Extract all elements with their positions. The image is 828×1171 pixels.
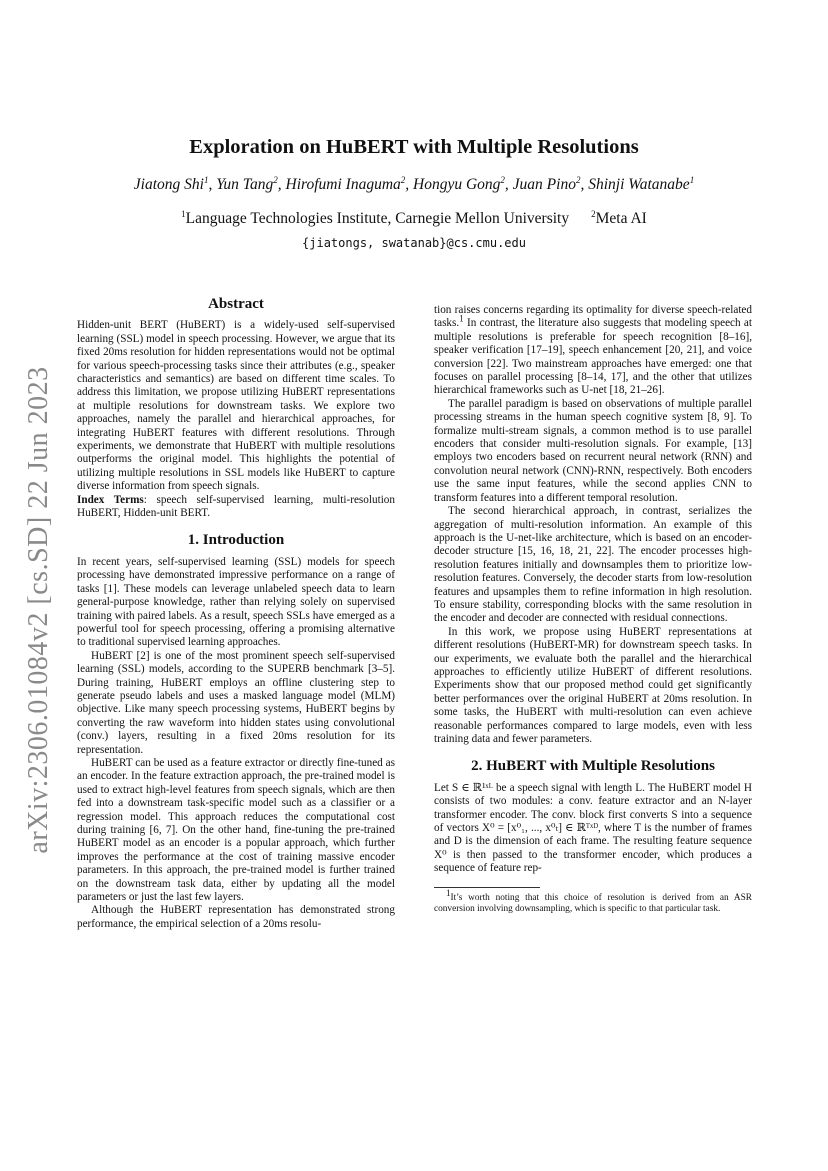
- author: Hirofumi Inaguma$^2$,: [285, 174, 414, 193]
- footnote: $^1$It’s worth noting that this choice of resolution is derived from an ASR conversion involving downsampling, which is specific to that particular task.: [434, 887, 752, 915]
- paragraph: HuBERT [2] is one of the most prominent speech self-supervised learning (SSL) models, according to the SUPERB benchmark [3–5]. During training, HuBERT employs an offline clustering step to generate pseudo labels and uses a masked language model (MLM) objective. Like many speech processing systems, HuBERT begins by converting the raw waveform into hidden states using convolutional (conv.) layers, resulting in a fixed 20ms resolution for its representation.: [77, 649, 395, 756]
- author-list: [0, 176, 828, 194]
- contact-email: {jiatongs, swatanab}@cs.cmu.edu: [302, 236, 526, 250]
- paragraph: In recent years, self-supervised learning (SSL) models for speech processing have demonstrated impressive performance on a range of tasks [1]. These models can leverage unlabeled speech data to learn general-purpose knowledge, rather than relying solely on supervised training with paired labels. As a result, speech SSLs have emerged as a powerful tool for speech processing, offering a promising alternative to traditional supervised learning approaches.: [77, 555, 395, 649]
- section-heading-introduction: 1. Introduction: [187, 531, 285, 548]
- author: Juan Pino$^2$,: [512, 174, 589, 193]
- arxiv-stamp-text: arXiv:2306.01084v2 [cs.SD] 22 Jun 2023: [23, 366, 54, 854]
- author: Jiatong Shi$^1$,: [133, 174, 217, 193]
- paragraph: In this work, we propose using HuBERT representations at different resolutions (HuBERT-MR) for downstream speech tasks. In our experiments, we evaluate both the parallel and the hierarchical approaches to efficiently utilize HuBERT of different resolutions. Experiments show that our proposed method could get significantly better performances over the original HuBERT at 20ms resolution. In some tasks, the HuBERT with multi-resolution can even achieve reasonable performances compared to large models, even with less training data and fewer parameters.: [434, 625, 752, 745]
- left-column: [77, 298, 395, 931]
- affiliations: [0, 210, 828, 228]
- paragraph: Although the HuBERT representation has demonstrated strong performance, the empirical selection of a 20ms resolu-: [77, 904, 395, 930]
- author: Hongyu Gong$^2$,: [413, 174, 513, 193]
- paragraph: Let S ∈ ℝ¹ˣᴸ be a speech signal with length L. The HuBERT model H consists of two modules: a conv. feature extractor and an N-layer transformer encoder. The conv. block first converts S into a sequence of vectors X⁰ = [x⁰₁, ..., x⁰ₜ] ∈ ℝᵀˣᴰ, where T is the number of frames and D is the dimension of each frame. The resulting feature sequence X⁰ is then passed to the transformer encoder, which produces a sequence of feature rep-: [434, 781, 752, 875]
- footnote-mark: 1: [459, 313, 464, 324]
- right-column: [434, 304, 752, 916]
- paragraph: HuBERT can be used as a feature extractor or directly fine-tuned as an encoder. In the feature extraction approach, the pre-trained model is used to extract high-level features from speech signals, which are then fed into a downstream task-specific model such as a classifier or a regression model. This approach reduces the computational cost during training [6, 7]. On the other hand, fine-tuning the pre-trained HuBERT model as an encoder is a popular approach, which further improves the performance at the cost of training massive encoder parameters. In this approach, the pre-trained model is further trained on the downstream task data, either by updating all the model parameters or just the last few layers.: [77, 757, 395, 904]
- paper-title: Exploration on HuBERT with Multiple Resolutions: [189, 136, 639, 158]
- abstract-heading: Abstract: [208, 296, 264, 312]
- author: Shinji Watanabe$^1$: [588, 174, 695, 193]
- arxiv-stamp: [18, 366, 60, 854]
- abstract-text: Hidden-unit BERT (HuBERT) is a widely-used self-supervised learning (SSL) model in speech processing. However, we argue that its fixed 20ms resolution for hidden representations would not be optimal for various speech-processing tasks since their attributes (e.g., speaker characteristics and semantics) are based on different time scales. To address this limitation, we propose utilizing HuBERT representations at multiple resolutions for downstream tasks. We explore two approaches, namely the parallel and hierarchical approaches, for integrating HuBERT features with different resolutions. Through experiments, we demonstrate that HuBERT with multiple resolutions outperforms the original model. This highlights the potential of utilizing multiple resolutions in SSL models like HuBERT to capture diverse information from speech signals.: [77, 319, 395, 493]
- paragraph: The parallel paradigm is based on observations of multiple parallel processing streams in the human speech cognitive system [8, 9]. To formalize multi-stream signals, a common method is to use parallel encoders that consider multi-resolution signals. For example, [13] employs two encoders based on recurrent neural network (RNN) and convolution neural network (CNN)-RNN, respectively. Both encoders use the same input features, while the second applies CNN to transform features into a different temporal resolution.: [434, 397, 752, 504]
- index-terms: Index Terms: speech self-supervised learning, multi-resolution HuBERT, Hidden-unit BERT.: [77, 493, 395, 520]
- author: Yun Tang$^2$,: [216, 174, 286, 193]
- paragraph: The second hierarchical approach, in contrast, serializes the aggregation of multi-resolution information. An example of this approach is the U-net-like architecture, which is based on an encoder-decoder structure [15, 16, 18, 21, 22]. The encoder processes high-resolution features initially and downsamples them to prioritize low-resolution features. Conversely, the decoder starts from low-resolution features and upsamples them to refine information in high resolution. To ensure stability, corresponding blocks with the same resolution in the encoder and decoder are connected with residual connections.: [434, 505, 752, 625]
- affiliation: $^2$Meta AI: [591, 208, 647, 227]
- paragraph: tion raises concerns regarding its optimality for diverse speech-related tasks.$^1$ In contrast, the literature also suggests that modeling speech at multiple resolutions is preferable for speech recognition [8–16], speaker verification [17–19], speech enhancement [20, 21], and voice conversion [22]. Two mainstream approaches have emerged: one that focuses on parallel processing [8–14, 17], and the other that utilizes hierarchical frameworks such as U-net [18, 21–26].: [434, 304, 752, 397]
- section-heading-hubert-multi-res: 2. HuBERT with Multiple Resolutions: [471, 758, 715, 775]
- affiliation: $^1$Language Technologies Institute, Carnegie Mellon University: [181, 208, 570, 227]
